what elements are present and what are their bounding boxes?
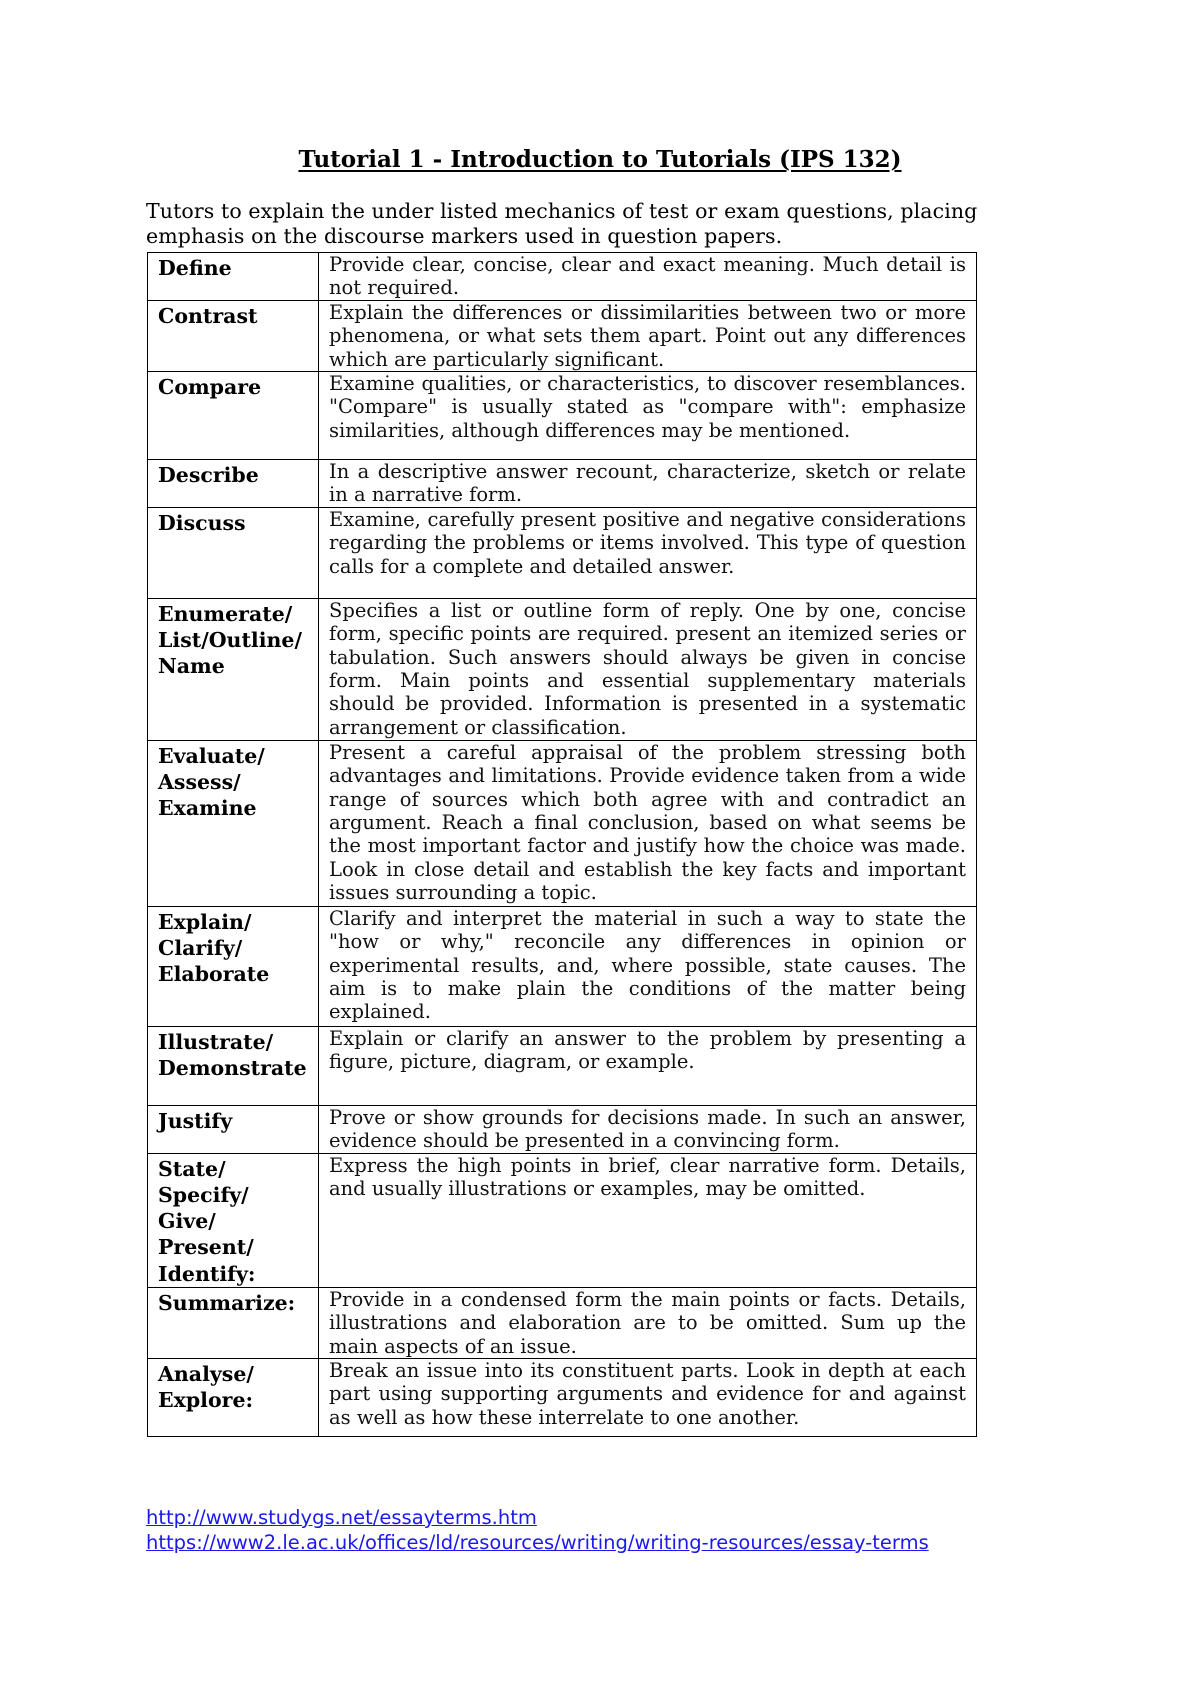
definition-cell: Break an issue into its constituent parts. Look in depth at each part using supporting arguments and evidence for and against as well as how these interrelate to one another. bbox=[319, 1359, 977, 1437]
link-studygs[interactable]: http://www.studygs.net/essayterms.htm bbox=[146, 1506, 537, 1529]
definition-cell: Specifies a list or outline form of reply. One by one, concise form, specific points are required. present an itemized series or tabulation. Such answers should always be given in concise form. Main points and essential supplementary materials should be provided. Information is presented in a systematic arrangement or classification. bbox=[319, 598, 977, 740]
term-cell: Contrast bbox=[148, 300, 319, 371]
definition-cell: Prove or show grounds for decisions made. In such an answer, evidence should be presented in a convincing form. bbox=[319, 1105, 977, 1153]
term-cell: Illustrate/ Demonstrate bbox=[148, 1026, 319, 1105]
page-title: Tutorial 1 - Introduction to Tutorials (IPS 132) bbox=[298, 146, 902, 173]
intro-paragraph: Tutors to explain the under listed mechanics of test or exam questions, placing emphasis on the discourse markers used in question papers. bbox=[146, 199, 978, 248]
reference-links bbox=[146, 1505, 929, 1555]
definition-cell: Provide in a condensed form the main points or facts. Details, illustrations and elaboration are to be omitted. Sum up the main aspects of an issue. bbox=[319, 1287, 977, 1358]
table-row bbox=[148, 460, 977, 508]
table-row bbox=[148, 1359, 977, 1437]
table-row bbox=[148, 1153, 977, 1287]
definition-cell: In a descriptive answer recount, characterize, sketch or relate in a narrative form. bbox=[319, 460, 977, 508]
definition-cell: Examine, carefully present positive and negative considerations regarding the problems or items involved. This type of question calls for a complete and detailed answer. bbox=[319, 507, 977, 598]
definition-cell: Present a careful appraisal of the problem stressing both advantages and limitations. Provide evidence taken from a wide range of sources which both agree with and contradict an argument. Reach a final conclusion, based on what seems be the most important factor and justify how the choice was made. Look in close detail and establish the key facts and important issues surrounding a topic. bbox=[319, 740, 977, 906]
definition-cell: Explain or clarify an answer to the problem by presenting a figure, picture, diagram, or example. bbox=[319, 1026, 977, 1105]
definition-cell: Clarify and interpret the material in such a way to state the "how or why," reconcile any differences in opinion or experimental results, and, where possible, state causes. The aim is to make plain the conditions of the matter being explained. bbox=[319, 906, 977, 1026]
term-cell: Summarize: bbox=[148, 1287, 319, 1358]
term-cell: Explain/ Clarify/ Elaborate bbox=[148, 906, 319, 1026]
terms-table bbox=[147, 252, 977, 1437]
table-row bbox=[148, 1287, 977, 1358]
term-cell: Compare bbox=[148, 372, 319, 460]
definition-cell: Explain the differences or dissimilarities between two or more phenomena, or what sets them apart. Point out any differences which are particularly significant. bbox=[319, 300, 977, 371]
definition-cell: Provide clear, concise, clear and exact meaning. Much detail is not required. bbox=[319, 253, 977, 301]
term-cell: Enumerate/ List/Outline/ Name bbox=[148, 598, 319, 740]
table-row bbox=[148, 507, 977, 598]
table-row bbox=[148, 300, 977, 371]
definition-cell: Express the high points in brief, clear narrative form. Details, and usually illustrations or examples, may be omitted. bbox=[319, 1153, 977, 1287]
term-cell: Discuss bbox=[148, 507, 319, 598]
table-row bbox=[148, 1105, 977, 1153]
term-cell: State/ Specify/ Give/ Present/ Identify: bbox=[148, 1153, 319, 1287]
table-row bbox=[148, 372, 977, 460]
table-row bbox=[148, 906, 977, 1026]
table-row bbox=[148, 253, 977, 301]
table-row bbox=[148, 598, 977, 740]
link-leicester[interactable]: https://www2.le.ac.uk/offices/ld/resources/writing/writing-resources/essay-terms bbox=[146, 1531, 929, 1554]
definition-cell: Examine qualities, or characteristics, to discover resemblances. "Compare" is usually stated as "compare with": emphasize similarities, although differences may be mentioned. bbox=[319, 372, 977, 460]
term-cell: Justify bbox=[148, 1105, 319, 1153]
term-cell: Define bbox=[148, 253, 319, 301]
term-cell: Evaluate/ Assess/ Examine bbox=[148, 740, 319, 906]
term-cell: Analyse/ Explore: bbox=[148, 1359, 319, 1437]
table-row bbox=[148, 1026, 977, 1105]
term-cell: Describe bbox=[148, 460, 319, 508]
table-row bbox=[148, 740, 977, 906]
